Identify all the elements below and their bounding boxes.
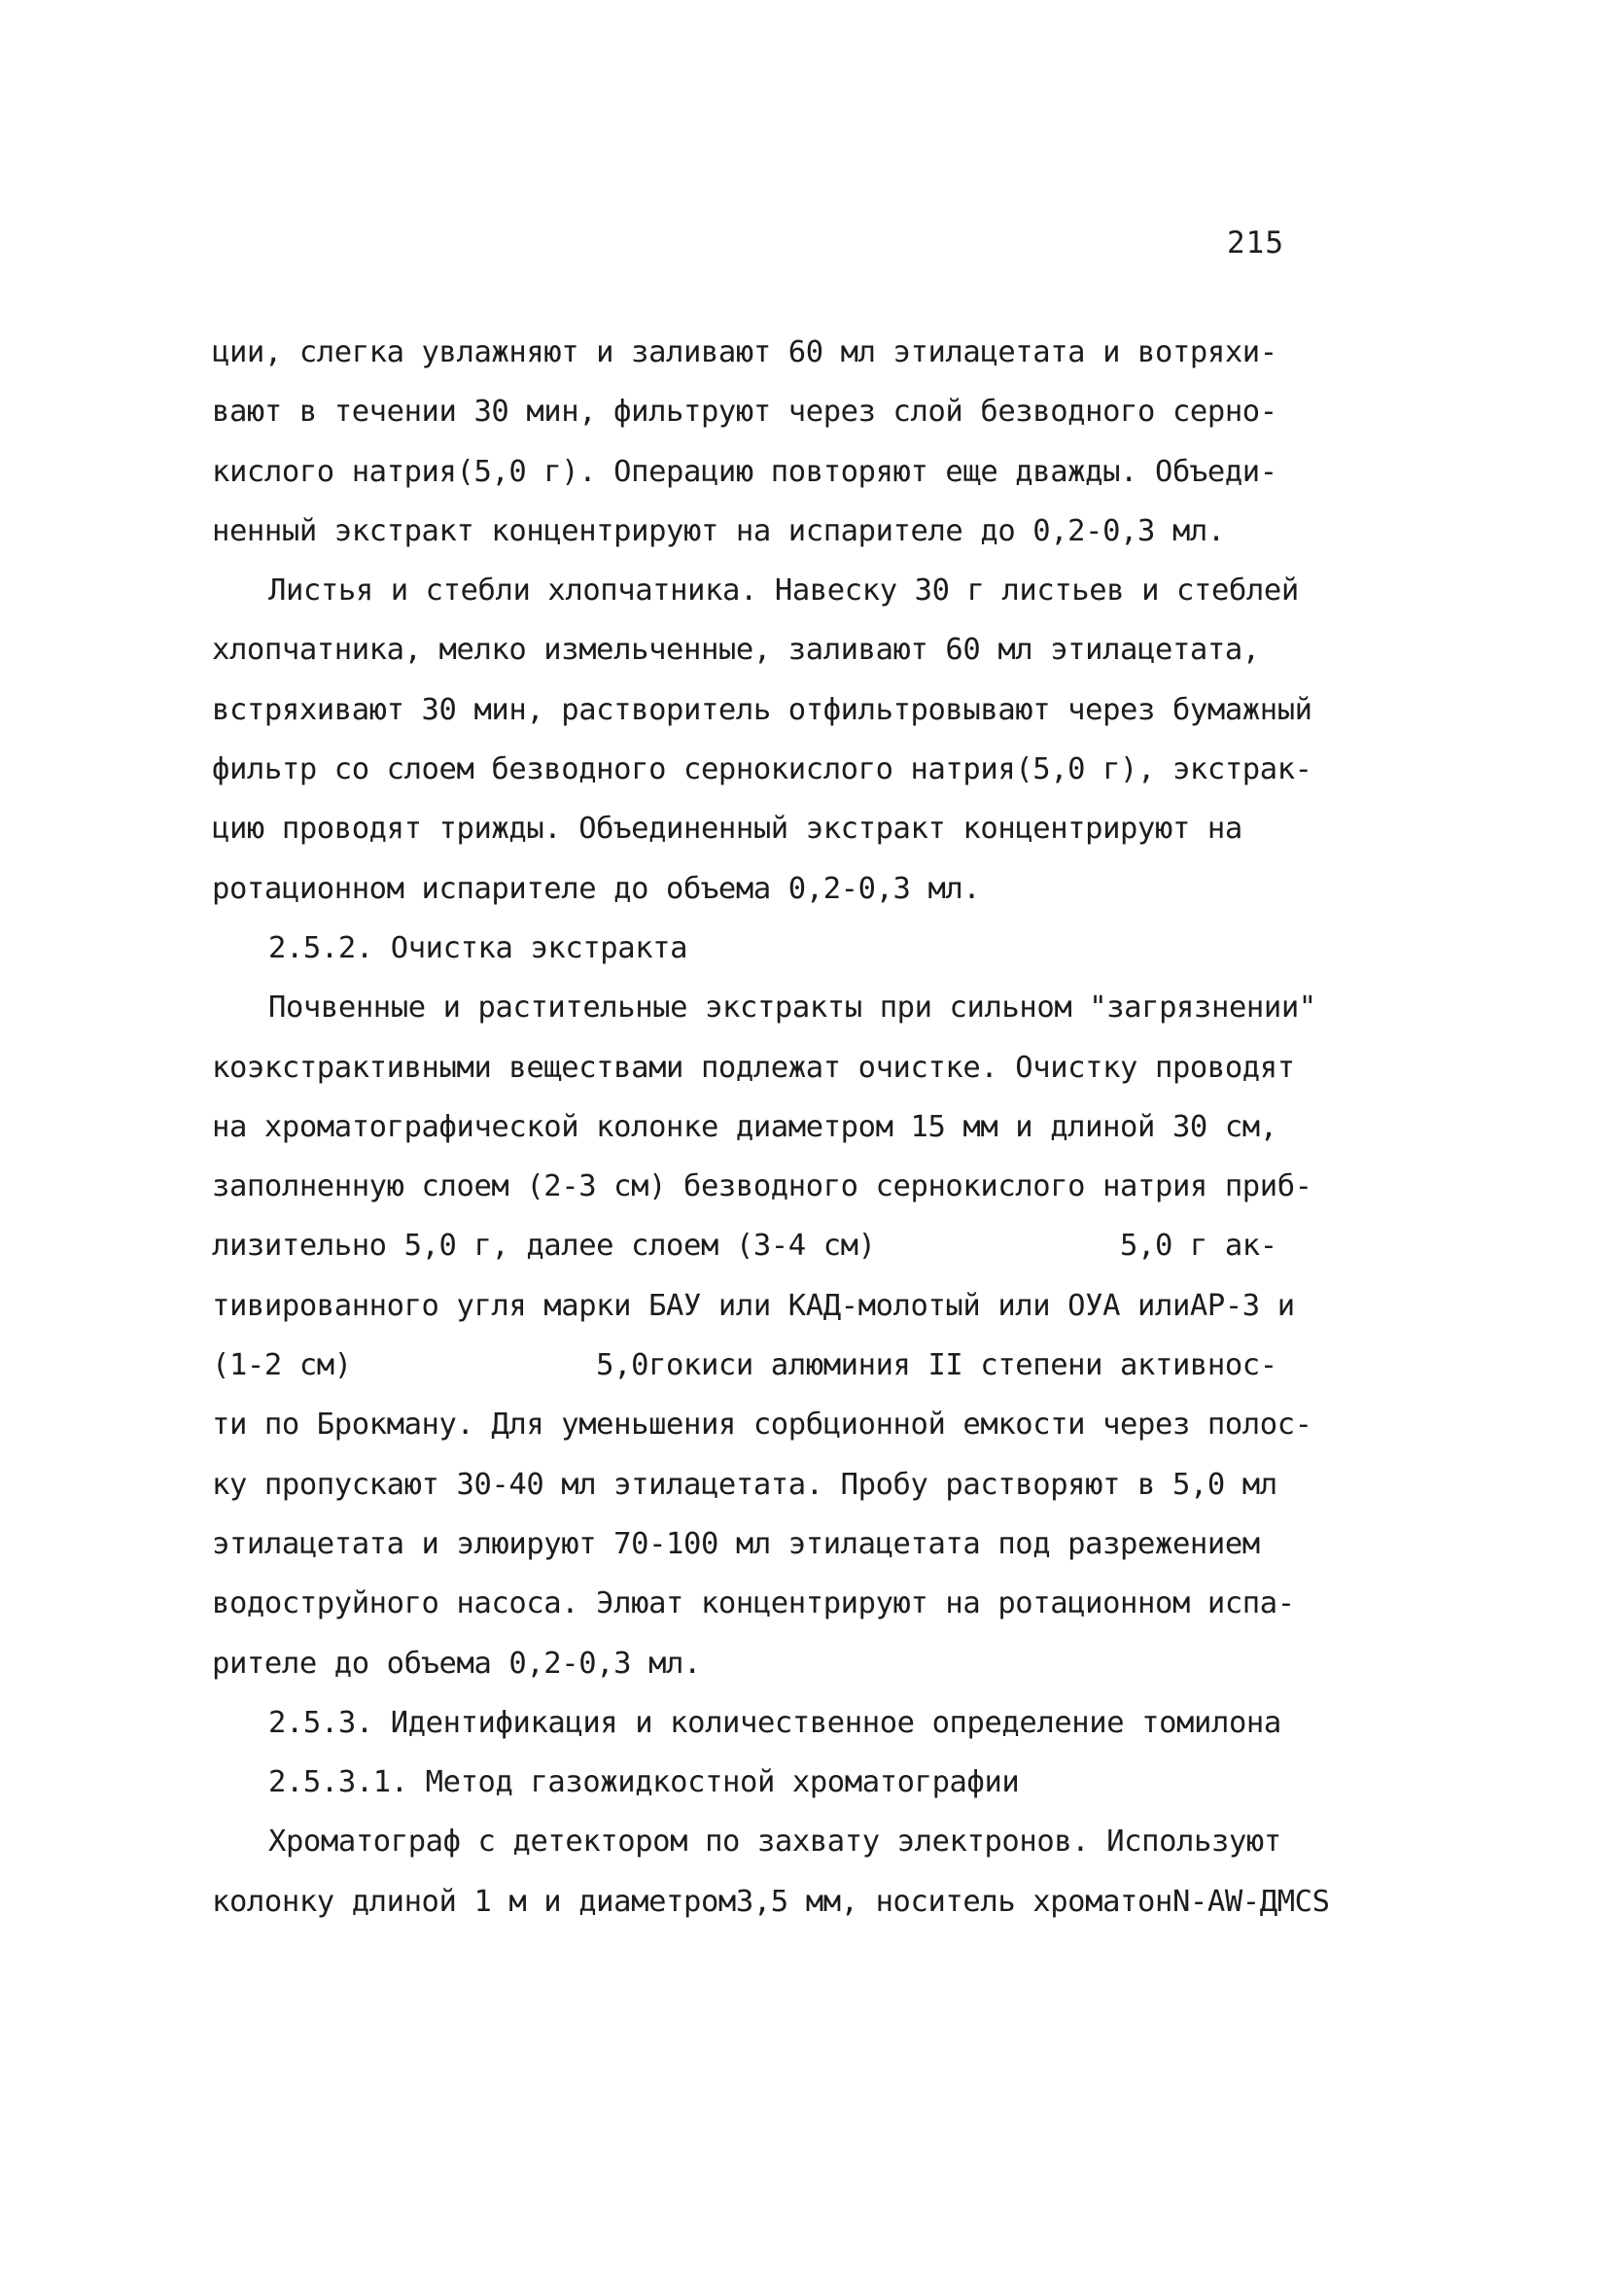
text-line: рителе до объема 0,2-0,3 мл. (212, 1646, 701, 1681)
text-line: ненный экстракт концентрируют на испарителе до 0,2-0,3 мл. (212, 513, 1225, 548)
text-line: Почвенные и растительные экстракты при сильном "загрязнении" (268, 991, 1316, 1026)
page-number: 215 (1227, 226, 1284, 261)
text-line: ротационном испарителе до объема 0,2-0,3 мл. (212, 871, 981, 906)
text-line: хлопчатника, мелко измельченные, заливают 60 мл этилацетата, (212, 633, 1260, 668)
text-line: 2.5.2. Очистка экстракта (268, 930, 688, 965)
text-line: фильтр со слоем безводного сернокислого натрия(5,0 г), экстрак- (212, 752, 1312, 787)
text-line: Листья и стебли хлопчатника. Навеску 30 г листьев и стеблей (268, 574, 1299, 609)
text-line: лизительно 5,0 г, далее слоем (3-4 см) 5,0 г ак- (212, 1229, 1277, 1264)
text-line: коэкстрактивными веществами подлежат очистке. Очистку проводят (212, 1050, 1295, 1085)
text-line: 2.5.3. Идентификация и количественное определение томилона (268, 1705, 1281, 1740)
text-line: тивированного угля марки БАУ или КАД-молотый или ОУА илиАР-3 и (212, 1288, 1295, 1323)
document-body (212, 323, 1417, 1931)
text-line: заполненную слоем (2-3 см) безводного сернокислого натрия приб- (212, 1169, 1312, 1204)
text-line: на хроматографической колонке диаметром 15 мм и длиной 30 см, (212, 1109, 1277, 1144)
text-line: ции, слегка увлажняют и заливают 60 мл этилацетата и вотряхи- (212, 335, 1277, 369)
text-line: ти по Брокману. Для уменьшения сорбционной емкости через полос- (212, 1408, 1312, 1443)
text-line: 2.5.3.1. Метод газожидкостной хроматографии (268, 1765, 1020, 1800)
text-line: вают в течении 30 мин, фильтруют через слой безводного серно- (212, 395, 1277, 430)
text-line: ку пропускают 30-40 мл этилацетата. Пробу растворяют в 5,0 мл (212, 1467, 1277, 1502)
text-line: цию проводят трижды. Объединенный экстракт концентрируют на (212, 812, 1242, 847)
text-line: Хроматограф с детектором по захвату электронов. Используют (268, 1825, 1281, 1860)
text-line: встряхивают 30 мин, растворитель отфильтровывают через бумажный (212, 692, 1312, 727)
text-line: (1-2 см) 5,0гокиси алюминия II степени активнос- (212, 1348, 1277, 1383)
text-line: кислого натрия(5,0 г). Операцию повторяют еще дважды. Объеди- (212, 454, 1277, 489)
text-line: водоструйного насоса. Элюат концентрируют на ротационном испа- (212, 1586, 1295, 1621)
text-line: этилацетата и элюируют 70-100 мл этилацетата под разрежением (212, 1526, 1260, 1561)
text-line: колонку длиной 1 м и диаметром3,5 мм, носитель хроматонN-AW-ДМСS (212, 1884, 1330, 1919)
